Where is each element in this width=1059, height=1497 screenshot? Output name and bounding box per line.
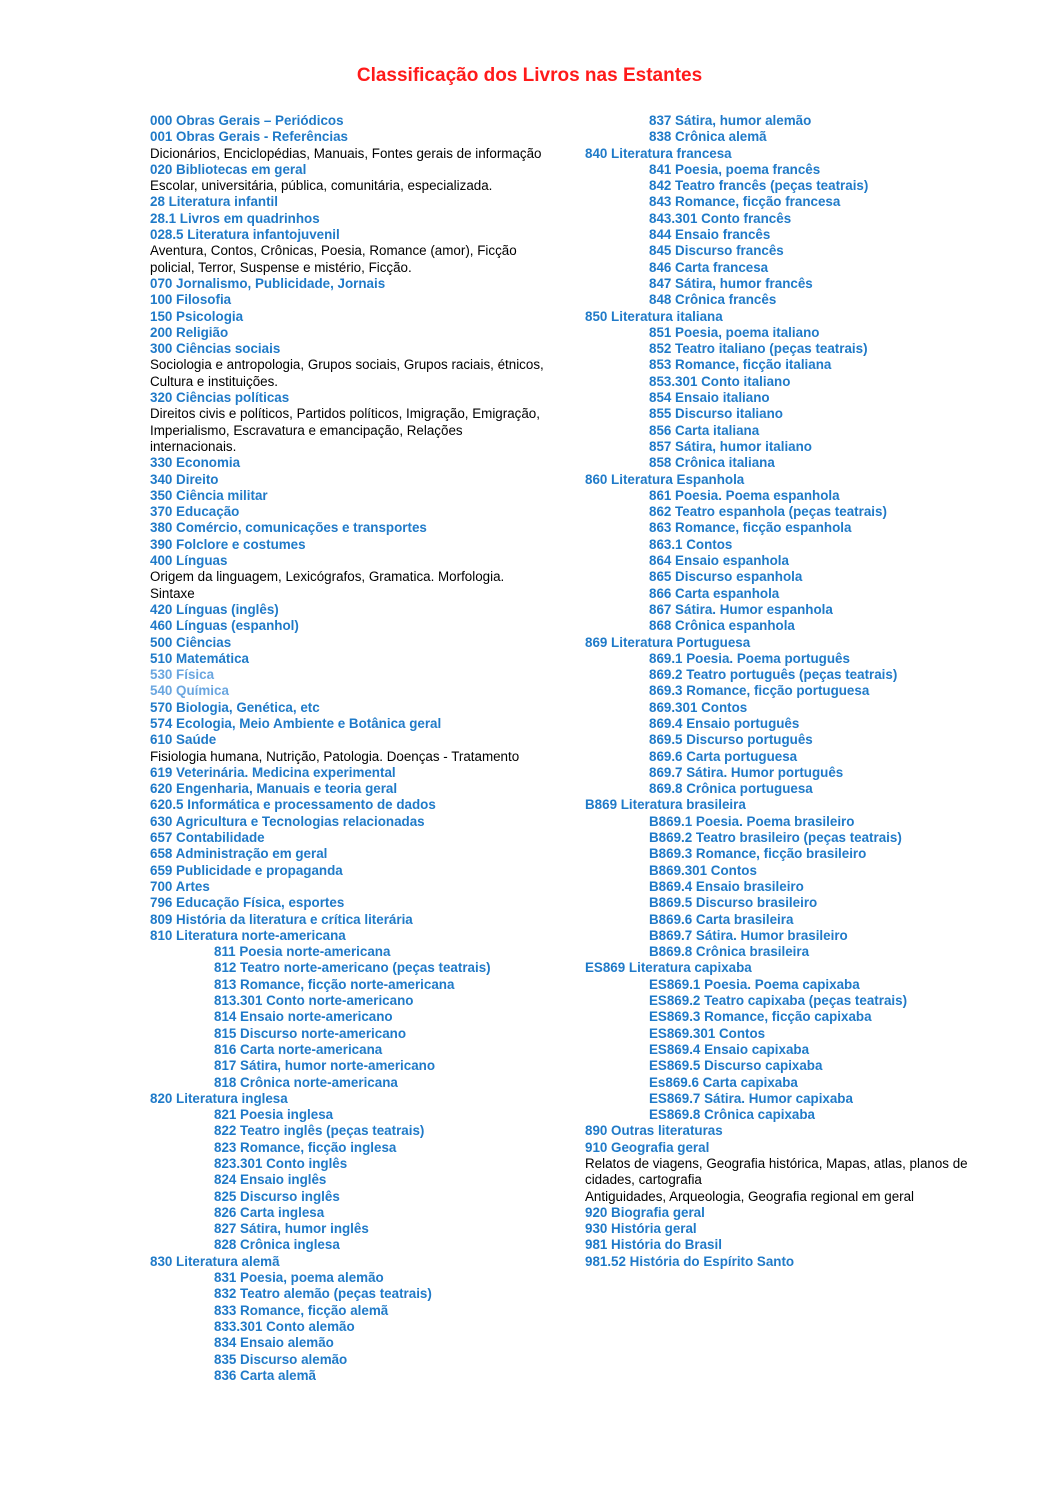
subcategory-entry: 853.301 Conto italiano: [649, 373, 791, 389]
subcategory-entry: 827 Sátira, humor inglês: [214, 1221, 369, 1237]
subcategory-entry: 869.2 Teatro português (peças teatrais): [649, 667, 898, 683]
subcategory-entry: 841 Poesia, poema francês: [649, 161, 821, 177]
category-description: Origem da linguagem, Lexicógrafos, Gramatica. Morfologia. Sintaxe: [150, 569, 505, 601]
subcategory-entry: 812 Teatro norte-americano (peças teatrais): [214, 960, 491, 976]
page-title: Classificação dos Livros nas Estantes: [356, 65, 703, 86]
category-heading: 28 Literatura infantil: [150, 194, 278, 210]
subcategory-entry: 869.1 Poesia. Poema português: [649, 650, 850, 666]
category-heading: 330 Economia: [150, 455, 241, 471]
subcategory-entry: 832 Teatro alemão (peças teatrais): [214, 1286, 432, 1302]
subcategory-entry: 836 Carta alemã: [214, 1367, 316, 1383]
subcategory-entry: 863.1 Contos: [649, 536, 733, 552]
subcategory-entry: 857 Sátira, humor italiano: [649, 438, 812, 454]
subcategory-entry: 852 Teatro italiano (peças teatrais): [649, 341, 868, 357]
subcategory-entry: 833 Romance, ficção alemã: [214, 1302, 389, 1318]
category-heading: 930 História geral: [585, 1221, 697, 1237]
subcategory-entry: 811 Poesia norte-americana: [214, 944, 391, 960]
category-heading: 820 Literatura inglesa: [150, 1090, 288, 1106]
subcategory-entry: 858 Crônica italiana: [649, 455, 775, 471]
category-heading: 400 Línguas: [150, 553, 228, 569]
category-heading: 001 Obras Gerais - Referências: [150, 129, 348, 145]
category-heading: 340 Direito: [150, 471, 219, 487]
category-description: Escolar, universitária, pública, comunitária, especializada.: [150, 178, 493, 194]
subcategory-entry: ES869.1 Poesia. Poema capixaba: [649, 976, 860, 992]
subcategory-entry: 851 Poesia, poema italiano: [649, 324, 820, 340]
category-description: Direitos civis e políticos, Partidos políticos, Imigração, Emigração, Imperialismo, Escravatura e emancipação, Relações internacionais.: [150, 406, 540, 454]
subcategory-entry: B869.1 Poesia. Poema brasileiro: [649, 813, 855, 829]
subcategory-entry: 862 Teatro espanhola (peças teatrais): [649, 504, 887, 520]
category-heading: 869 Literatura Portuguesa: [585, 634, 751, 650]
subcategory-entry: 814 Ensaio norte-americano: [214, 1009, 393, 1025]
right-column: [585, 113, 1005, 1270]
subcategory-entry: ES869.3 Romance, ficção capixaba: [649, 1009, 872, 1025]
category-heading: 981 História do Brasil: [585, 1237, 722, 1253]
category-description: Antiguidades, Arqueologia, Geografia regional em geral: [585, 1188, 915, 1204]
category-heading: 200 Religião: [150, 324, 229, 340]
subcategory-entry: 835 Discurso alemão: [214, 1351, 348, 1367]
subcategory-entry: 869.301 Contos: [649, 699, 748, 715]
category-heading: 390 Folclore e costumes: [150, 536, 306, 552]
category-heading: 420 Línguas (inglês): [150, 601, 279, 617]
category-heading: 840 Literatura francesa: [585, 145, 732, 161]
subcategory-entry: 834 Ensaio alemão: [214, 1335, 334, 1351]
subcategory-entry: B869.7 Sátira. Humor brasileiro: [649, 927, 848, 943]
subcategory-entry: ES869.8 Crônica capixaba: [649, 1107, 815, 1123]
subcategory-entry: 843.301 Conto francês: [649, 210, 792, 226]
subcategory-entry: 838 Crônica alemã: [649, 129, 767, 145]
category-heading: 380 Comércio, comunicações e transportes: [150, 520, 427, 536]
subcategory-entry: 824 Ensaio inglês: [214, 1172, 327, 1188]
category-heading: 574 Ecologia, Meio Ambiente e Botânica geral: [150, 715, 442, 731]
subcategory-entry: 869.8 Crônica portuguesa: [649, 781, 813, 797]
subcategory-entry: 817 Sátira, humor norte-americano: [214, 1058, 436, 1074]
subcategory-entry: 866 Carta espanhola: [649, 585, 780, 601]
subcategory-entry: ES869.5 Discurso capixaba: [649, 1058, 823, 1074]
subcategory-entry: 843 Romance, ficção francesa: [649, 194, 841, 210]
subcategory-entry: ES869.301 Contos: [649, 1025, 766, 1041]
category-heading: 530 Física: [150, 667, 215, 683]
category-heading: 300 Ciências sociais: [150, 341, 281, 357]
category-heading: 570 Biologia, Genética, etc: [150, 699, 320, 715]
category-heading: 460 Línguas (espanhol): [150, 618, 299, 634]
subcategory-entry: 869.6 Carta portuguesa: [649, 748, 798, 764]
category-heading: 350 Ciência militar: [150, 487, 268, 503]
category-heading: 700 Artes: [150, 878, 210, 894]
subcategory-entry: 813 Romance, ficção norte-americana: [214, 976, 455, 992]
subcategory-entry: 845 Discurso francês: [649, 243, 784, 259]
subcategory-entry: 823.301 Conto inglês: [214, 1156, 348, 1171]
category-heading: 657 Contabilidade: [150, 830, 265, 846]
subcategory-entry: Es869.6 Carta capixaba: [649, 1074, 798, 1090]
category-heading: 860 Literatura Espanhola: [585, 471, 745, 487]
subcategory-entry: 865 Discurso espanhola: [649, 569, 803, 585]
category-heading: ES869 Literatura capixaba: [585, 960, 752, 976]
category-heading: 810 Literatura norte-americana: [150, 927, 346, 943]
category-heading: 619 Veterinária. Medicina experimental: [150, 764, 396, 780]
subcategory-entry: 867 Sátira. Humor espanhola: [649, 601, 833, 617]
category-heading: 830 Literatura alemã: [150, 1253, 280, 1269]
subcategory-entry: 853 Romance, ficção italiana: [649, 357, 832, 373]
category-heading: 890 Outras literaturas: [585, 1123, 723, 1139]
subcategory-entry: B869.4 Ensaio brasileiro: [649, 878, 804, 894]
subcategory-entry: 869.3 Romance, ficção portuguesa: [649, 683, 870, 699]
category-heading: 540 Química: [150, 683, 229, 699]
subcategory-entry: 815 Discurso norte-americano: [214, 1025, 407, 1041]
subcategory-entry: 822 Teatro inglês (peças teatrais): [214, 1123, 425, 1139]
subcategory-entry: 848 Crônica francês: [649, 292, 777, 308]
subcategory-entry: 869.4 Ensaio português: [649, 715, 800, 731]
category-heading: 370 Educação: [150, 504, 240, 520]
category-heading: 510 Matemática: [150, 650, 249, 666]
category-heading: 850 Literatura italiana: [585, 308, 723, 324]
subcategory-entry: B869.6 Carta brasileira: [649, 911, 794, 927]
category-heading: 610 Saúde: [150, 732, 217, 748]
category-heading: 920 Biografia geral: [585, 1204, 705, 1220]
category-heading: 796 Educação Física, esportes: [150, 895, 345, 911]
subcategory-entry: 856 Carta italiana: [649, 422, 760, 438]
subcategory-entry: 821 Poesia inglesa: [214, 1107, 334, 1123]
category-description: Sociologia e antropologia, Grupos sociais, Grupos raciais, étnicos, Cultura e instituições.: [150, 357, 544, 389]
subcategory-entry: 864 Ensaio espanhola: [649, 553, 789, 569]
left-column: [150, 113, 550, 1384]
category-heading: 320 Ciências políticas: [150, 390, 290, 406]
subcategory-entry: B869.5 Discurso brasileiro: [649, 895, 818, 911]
category-heading: 620.5 Informática e processamento de dados: [150, 797, 436, 813]
category-description: Dicionários, Enciclopédias, Manuais, Fontes gerais de informação: [150, 145, 542, 161]
subcategory-entry: ES869.2 Teatro capixaba (peças teatrais): [649, 993, 908, 1009]
category-heading: 000 Obras Gerais – Periódicos: [150, 113, 344, 128]
category-heading: 620 Engenharia, Manuais e teoria geral: [150, 781, 398, 797]
subcategory-entry: 825 Discurso inglês: [214, 1188, 340, 1204]
category-description: Aventura, Contos, Crônicas, Poesia, Romance (amor), Ficção policial, Terror, Suspense e mistério, Ficção.: [150, 243, 517, 275]
subcategory-entry: B869.8 Crônica brasileira: [649, 944, 810, 960]
category-heading: 020 Bibliotecas em geral: [150, 161, 307, 177]
subcategory-entry: 869.7 Sátira. Humor português: [649, 764, 844, 780]
subcategory-entry: 818 Crônica norte-americana: [214, 1074, 398, 1090]
category-heading: 658 Administração em geral: [150, 846, 328, 862]
subcategory-entry: 833.301 Conto alemão: [214, 1318, 355, 1334]
category-heading: 150 Psicologia: [150, 308, 244, 324]
category-heading: 630 Agricultura e Tecnologias relacionadas: [150, 813, 425, 829]
category-description: Relatos de viagens, Geografia histórica, Mapas, atlas, planos de cidades, cartografia: [585, 1156, 968, 1188]
category-heading: 981.52 História do Espírito Santo: [585, 1253, 795, 1269]
category-description: Fisiologia humana, Nutrição, Patologia. Doenças - Tratamento: [150, 748, 520, 764]
subcategory-entry: 842 Teatro francês (peças teatrais): [649, 178, 869, 194]
category-heading: 910 Geografia geral: [585, 1139, 710, 1155]
subcategory-entry: 847 Sátira, humor francês: [649, 275, 813, 291]
category-heading: 070 Jornalismo, Publicidade, Jornais: [150, 275, 386, 291]
subcategory-entry: 828 Crônica inglesa: [214, 1237, 340, 1253]
category-heading: 809 História da literatura e crítica literária: [150, 911, 413, 927]
subcategory-entry: B869.2 Teatro brasileiro (peças teatrais): [649, 830, 902, 846]
category-heading: 028.5 Literatura infantojuvenil: [150, 227, 340, 243]
subcategory-entry: 854 Ensaio italiano: [649, 390, 770, 406]
category-heading: 500 Ciências: [150, 634, 232, 650]
category-heading: 659 Publicidade e propaganda: [150, 862, 343, 878]
subcategory-entry: ES869.4 Ensaio capixaba: [649, 1041, 810, 1057]
subcategory-entry: ES869.7 Sátira. Humor capixaba: [649, 1090, 853, 1106]
category-heading: 100 Filosofia: [150, 292, 232, 308]
subcategory-entry: 846 Carta francesa: [649, 259, 769, 275]
subcategory-entry: 837 Sátira, humor alemão: [649, 113, 812, 128]
category-heading: B869 Literatura brasileira: [585, 797, 746, 813]
subcategory-entry: 823 Romance, ficção inglesa: [214, 1139, 397, 1155]
subcategory-entry: 844 Ensaio francês: [649, 227, 771, 243]
subcategory-entry: 826 Carta inglesa: [214, 1204, 325, 1220]
subcategory-entry: 869.5 Discurso português: [649, 732, 813, 748]
subcategory-entry: 855 Discurso italiano: [649, 406, 783, 422]
category-heading: 28.1 Livros em quadrinhos: [150, 210, 320, 226]
subcategory-entry: 813.301 Conto norte-americano: [214, 993, 414, 1009]
subcategory-entry: 831 Poesia, poema alemão: [214, 1270, 384, 1286]
subcategory-entry: 863 Romance, ficção espanhola: [649, 520, 852, 536]
subcategory-entry: 868 Crônica espanhola: [649, 618, 795, 634]
subcategory-entry: B869.3 Romance, ficção brasileiro: [649, 846, 867, 862]
subcategory-entry: B869.301 Contos: [649, 862, 757, 878]
subcategory-entry: 816 Carta norte-americana: [214, 1041, 383, 1057]
subcategory-entry: 861 Poesia. Poema espanhola: [649, 487, 840, 503]
